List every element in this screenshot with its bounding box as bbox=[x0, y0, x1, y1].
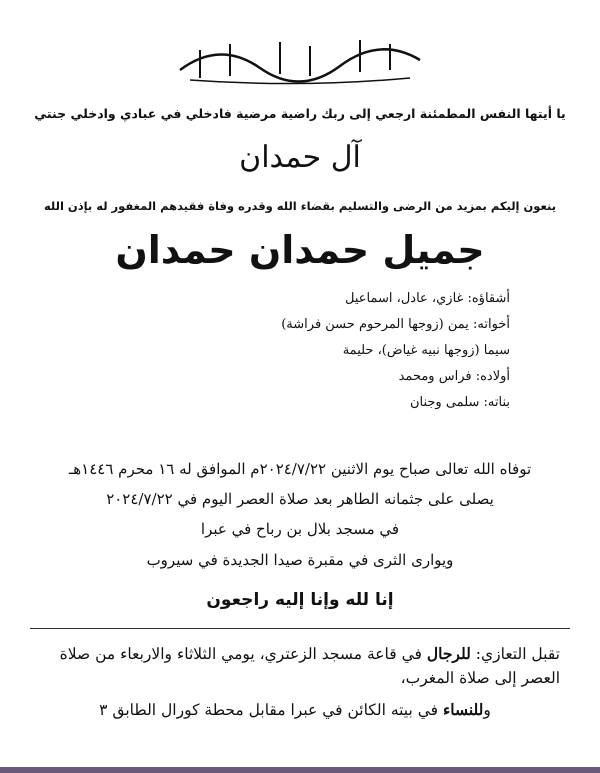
announcement-text: ينعون إليكم بمزيد من الرضى والتسليم بقضاء الله وقدره وفاة فقيدهم المغفور له بإذن الله bbox=[43, 199, 557, 213]
burial-notice: ويوارى الثرى في مقبرة صيدا الجديدة في سيروب bbox=[146, 551, 454, 569]
men-label: للرجال bbox=[426, 644, 471, 663]
relatives-sisters: أخواته: يمن (زوجها المرحوم حسن فراشة) bbox=[281, 317, 510, 332]
condolences-women bbox=[30, 700, 560, 719]
bottom-band bbox=[0, 767, 600, 773]
condolences-men bbox=[30, 642, 560, 690]
women-text: في بيته الكائن في عبرا مقابل محطة كورال الطابق ٣ bbox=[99, 701, 443, 719]
divider-line bbox=[30, 628, 570, 629]
women-prefix: و bbox=[483, 701, 491, 719]
death-date-notice: توفاه الله تعالى صباح يوم الاثنين ٢٠٢٤/٧/٢٢م الموافق له ١٦ محرم ١٤٤٦هـ bbox=[68, 460, 532, 478]
mosque-notice: في مسجد بلال بن رباح في عبرا bbox=[200, 520, 400, 538]
women-label: للنساء bbox=[442, 700, 484, 719]
relatives-daughters: بناته: سلمى وجنان bbox=[409, 395, 510, 410]
deceased-name: جميل حمدان حمدان bbox=[115, 228, 485, 272]
relatives-brothers: أشقاؤه: غازي، عادل، اسماعيل bbox=[345, 291, 510, 306]
condolences-prefix: تقبل التعازي: bbox=[470, 645, 560, 663]
prayer-notice: يصلى على جثمانه الطاهر بعد صلاة العصر اليوم في ٢٠٢٤/٧/٢٢ bbox=[106, 490, 494, 508]
relatives-sisters-cont: سيما (زوجها نبيه غياض)، حليمة bbox=[342, 343, 510, 358]
quran-verse: يا أيتها النفس المطمئنة ارجعي إلى ربك راضية مرضية فادخلي في عبادي وادخلي جنتي bbox=[34, 106, 566, 121]
family-name: آل حمدان bbox=[239, 140, 361, 175]
relatives-list bbox=[90, 286, 510, 416]
men-text: في قاعة مسجد الزعتري، يومي الثلاثاء والاربعاء من صلاة العصر إلى صلاة المغرب، bbox=[59, 645, 560, 687]
closing-phrase: إنا لله وإنا إليه راجعون bbox=[206, 590, 394, 610]
relatives-sons: أولاده: فراس ومحمد bbox=[398, 369, 510, 384]
